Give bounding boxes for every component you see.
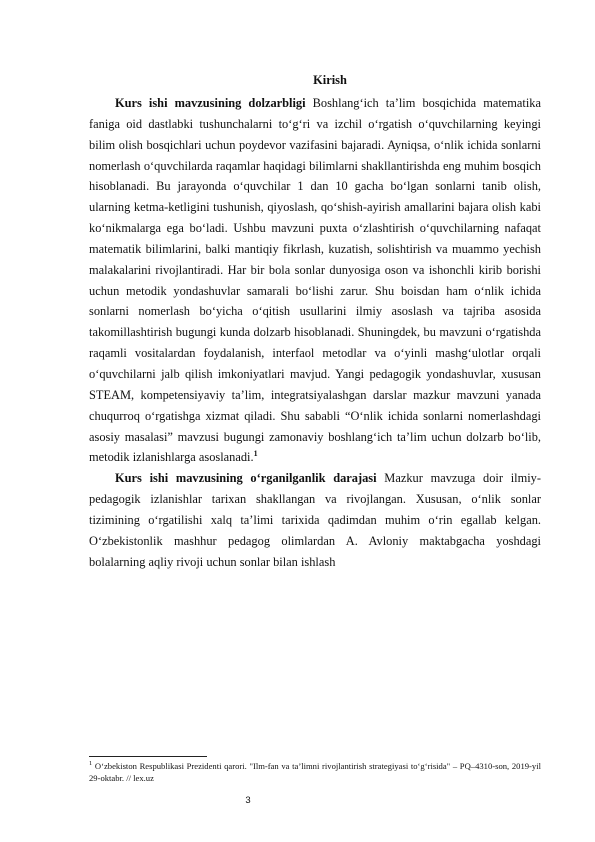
paragraph-heading-study-level: Kurs ishi mavzusining o‘rganilganlik darajasi	[115, 471, 377, 486]
footnote-text: O‘zbekiston Respublikasi Prezidenti qarori. "Ilm-fan va ta’limni rivojlantirish strategiyasi to‘g‘risida" – PQ–4310-son, 2019-yil 29-oktabr. // lex.uz	[89, 761, 541, 783]
paragraph-relevance	[89, 93, 541, 468]
paragraph-text-study-level: Mazkur mavzuga doir ilmiy-pedagogik izlanishlar tarixan shakllangan va rivojlangan. Xususan, o‘nlik sonlar tizimining o‘rgatilishi xalq ta’limi tarixida qadimdan muhim o‘rin egallab kelgan. O‘zbekistonlik mashhur pedagog olimlardan A. Avloniy maktabgacha yoshdagi bolalarning aqliy rivoji uchun sonlar bilan ishlash	[89, 471, 541, 569]
footnote-number: 1	[89, 760, 93, 768]
footnote-divider	[89, 756, 207, 757]
page-number: 3	[245, 795, 251, 806]
paragraph-text-relevance: Boshlang‘ich ta’lim bosqichida matematika faniga oid dastlabki tushunchalarni to‘g‘ri va izchil o‘rgatish o‘quvchilarning keyingi bilim olish bosqichlari uchun poydevor vazifasini bajaradi. Ayniqsa, o‘nlik ichida sonlarni nomerlash o‘quvchilarda raqamlar haqidagi bilimlarni shakllantirishda eng muhim bosqich hisoblanadi. Bu jarayonda o‘quvchilar 1 dan 10 gacha bo‘lgan sonlarni tanib olish, ularning ketma-ketligini tushunish, qiyoslash, qo‘shish-ayirish amallarini bajara olish kabi ko‘nikmalarga ega bo‘ladi. Ushbu mavzuni puxta o‘zlashtirish o‘quvchilarning nafaqat matematik bilimlarini, balki mantiqiy fikrlash, kuzatish, solishtirish va muammo yechish malakalarini rivojlantiradi. Har bir bola sonlar dunyosiga oson va ishonchli kirib borishi uchun metodik yondashuvlar samarali bo‘lishi zarur. Shu boisdan ham o‘nlik ichida sonlarni nomerlash bo‘yicha o‘qitish usullarini ilmiy asoslash va tajriba asosida takomillashtirish bugungi kunda dolzarb hisoblanadi. Shuningdek, bu mavzuni o‘rgatishda raqamli vositalardan foydalanish, interfaol metodlar va o‘yinli mashg‘ulotlar orqali o‘quvchilarni jalb qilish imkoniyatlari mavjud. Yangi pedagogik yondashuvlar, xususan STEAM, kompetensiyaviy ta’lim, integratsiyalashgan darslar mazkur mavzuni yanada chuqurroq o‘rgatishga xizmat qiladi. Shu sababli “O‘nlik ichida sonlarni nomerlashdagi asosiy masalasi” mavzusi bugungi zamonaviy boshlang‘ich ta’lim uchun dolzarb bo‘lib, metodik izlanishlarga asoslanadi.	[89, 96, 541, 465]
paragraph-heading-relevance: Kurs ishi mavzusining dolzarbligi	[115, 96, 306, 110]
paragraph-study-level	[89, 468, 541, 572]
footnote	[89, 760, 541, 784]
footnote-reference[interactable]: 1	[253, 449, 258, 459]
document-body	[89, 72, 541, 572]
document-title: Kirish	[313, 73, 347, 87]
